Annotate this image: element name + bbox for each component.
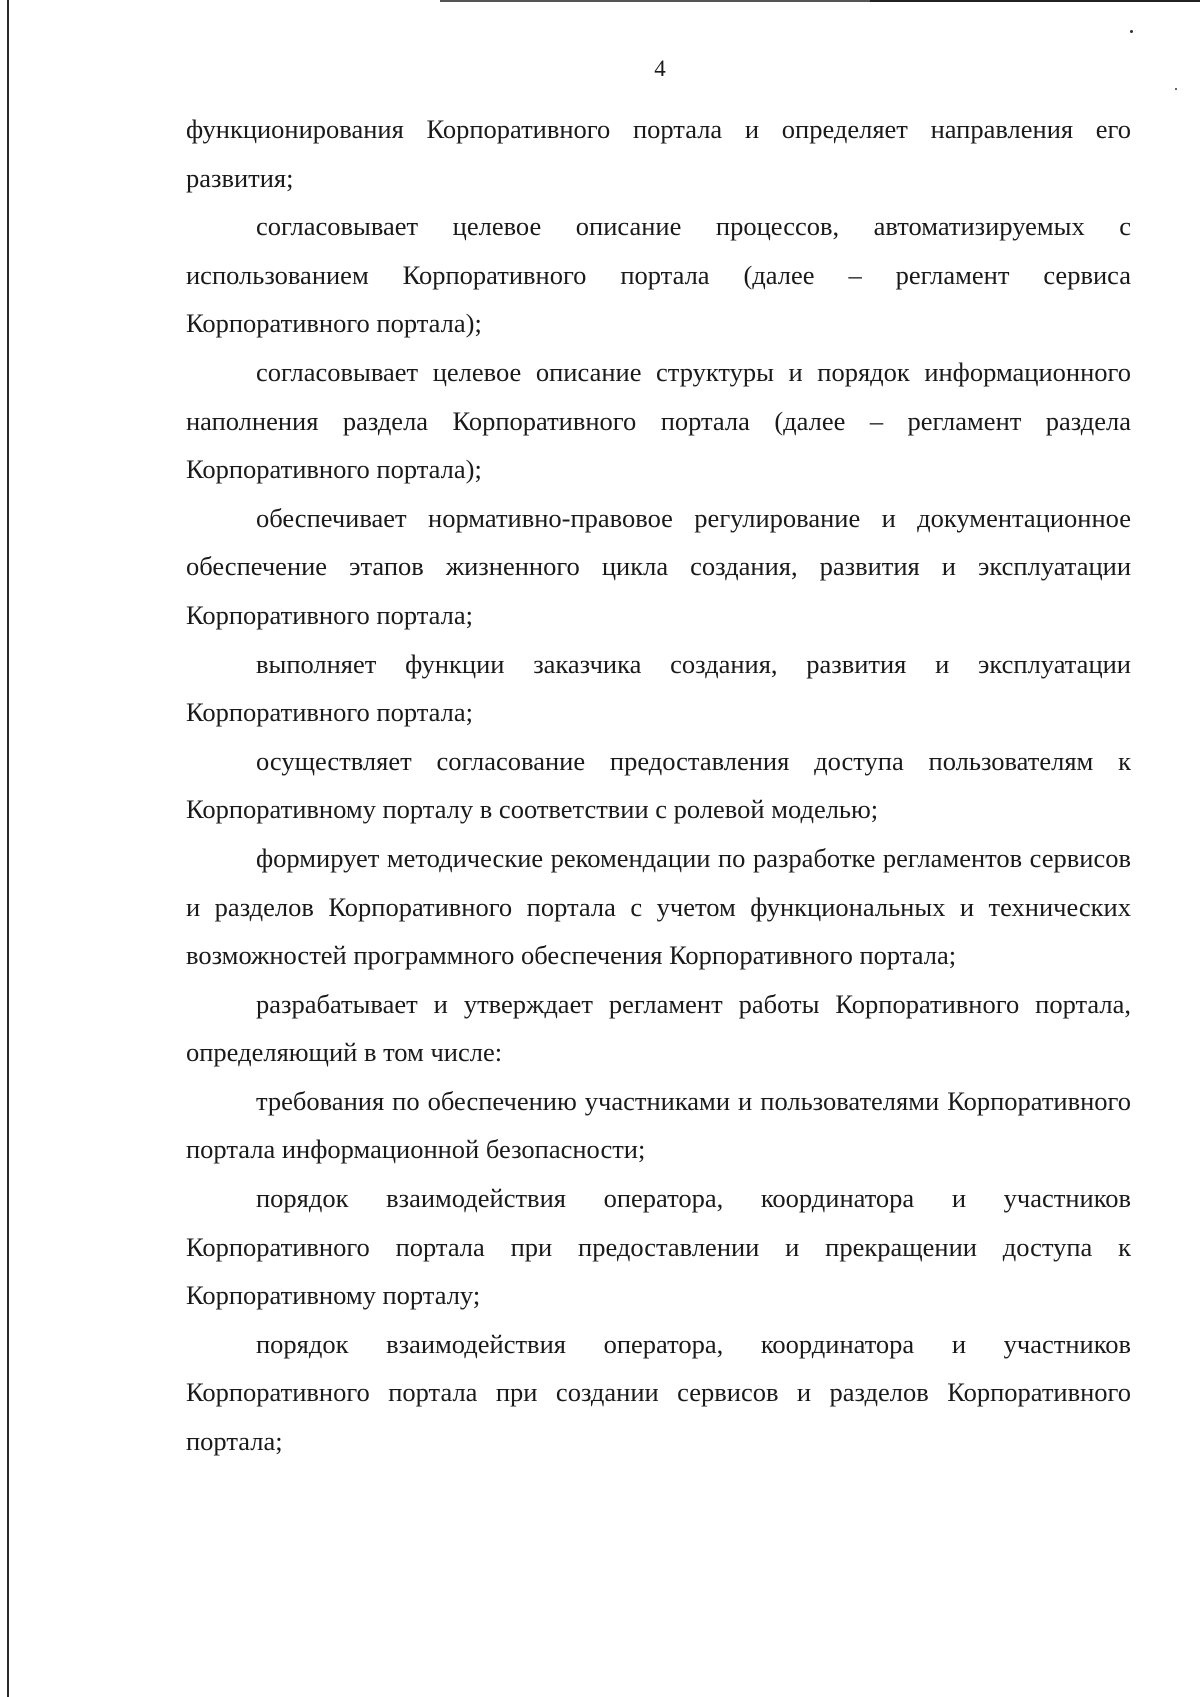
- paragraph: порядок взаимодействия оператора, координатора и участников Корпоративного портала при предоставлении и прекращении доступа к Корпоративному порталу;: [186, 1183, 1131, 1311]
- paragraph: согласовывает целевое описание структуры и порядок информационного наполнения раздела Корпоративного портала (далее – регламент раздела Корпоративного портала);: [186, 356, 1131, 485]
- paragraph: требования по обеспечению участниками и пользователями Корпоративного портала информационной безопасности;: [186, 1085, 1131, 1165]
- paragraph: согласовывает целевое описание процессов, автоматизируемых с использованием Корпоративного портала (далее – регламент сервиса Корпоративного портала);: [186, 211, 1131, 339]
- scan-left-border: [7, 0, 9, 1697]
- paragraph: порядок взаимодействия оператора, координатора и участников Корпоративного портала при создании сервисов и разделов Корпоративного портала;: [186, 1328, 1131, 1457]
- paragraph: разрабатывает и утверждает регламент работы Корпоративного портала, определяющий в том числе:: [186, 988, 1131, 1068]
- paragraph: выполняет функции заказчика создания, развития и эксплуатации Корпоративного портала;: [186, 648, 1131, 728]
- scan-top-border-dark: [870, 0, 1200, 2]
- paragraph: осуществляет согласование предоставления доступа пользователям к Корпоративному порталу в соответствии с ролевой моделью;: [186, 745, 1131, 825]
- page-number: 4: [654, 56, 666, 81]
- scan-speck: [1130, 30, 1133, 33]
- document-body: [186, 105, 1131, 1466]
- paragraph: обеспечивает нормативно-правовое регулирование и документационное обеспечение этапов жизненного цикла создания, развития и эксплуатации Корпоративного портала;: [186, 502, 1131, 630]
- scan-speck: [1175, 88, 1177, 90]
- paragraph: формирует методические рекомендации по разработке регламентов сервисов и разделов Корпоративного портала с учетом функциональных и технических возможностей программного обеспечения Корпоративного портала;: [186, 842, 1131, 971]
- paragraph: функционирования Корпоративного портала и определяет направления его развития;: [186, 114, 1131, 193]
